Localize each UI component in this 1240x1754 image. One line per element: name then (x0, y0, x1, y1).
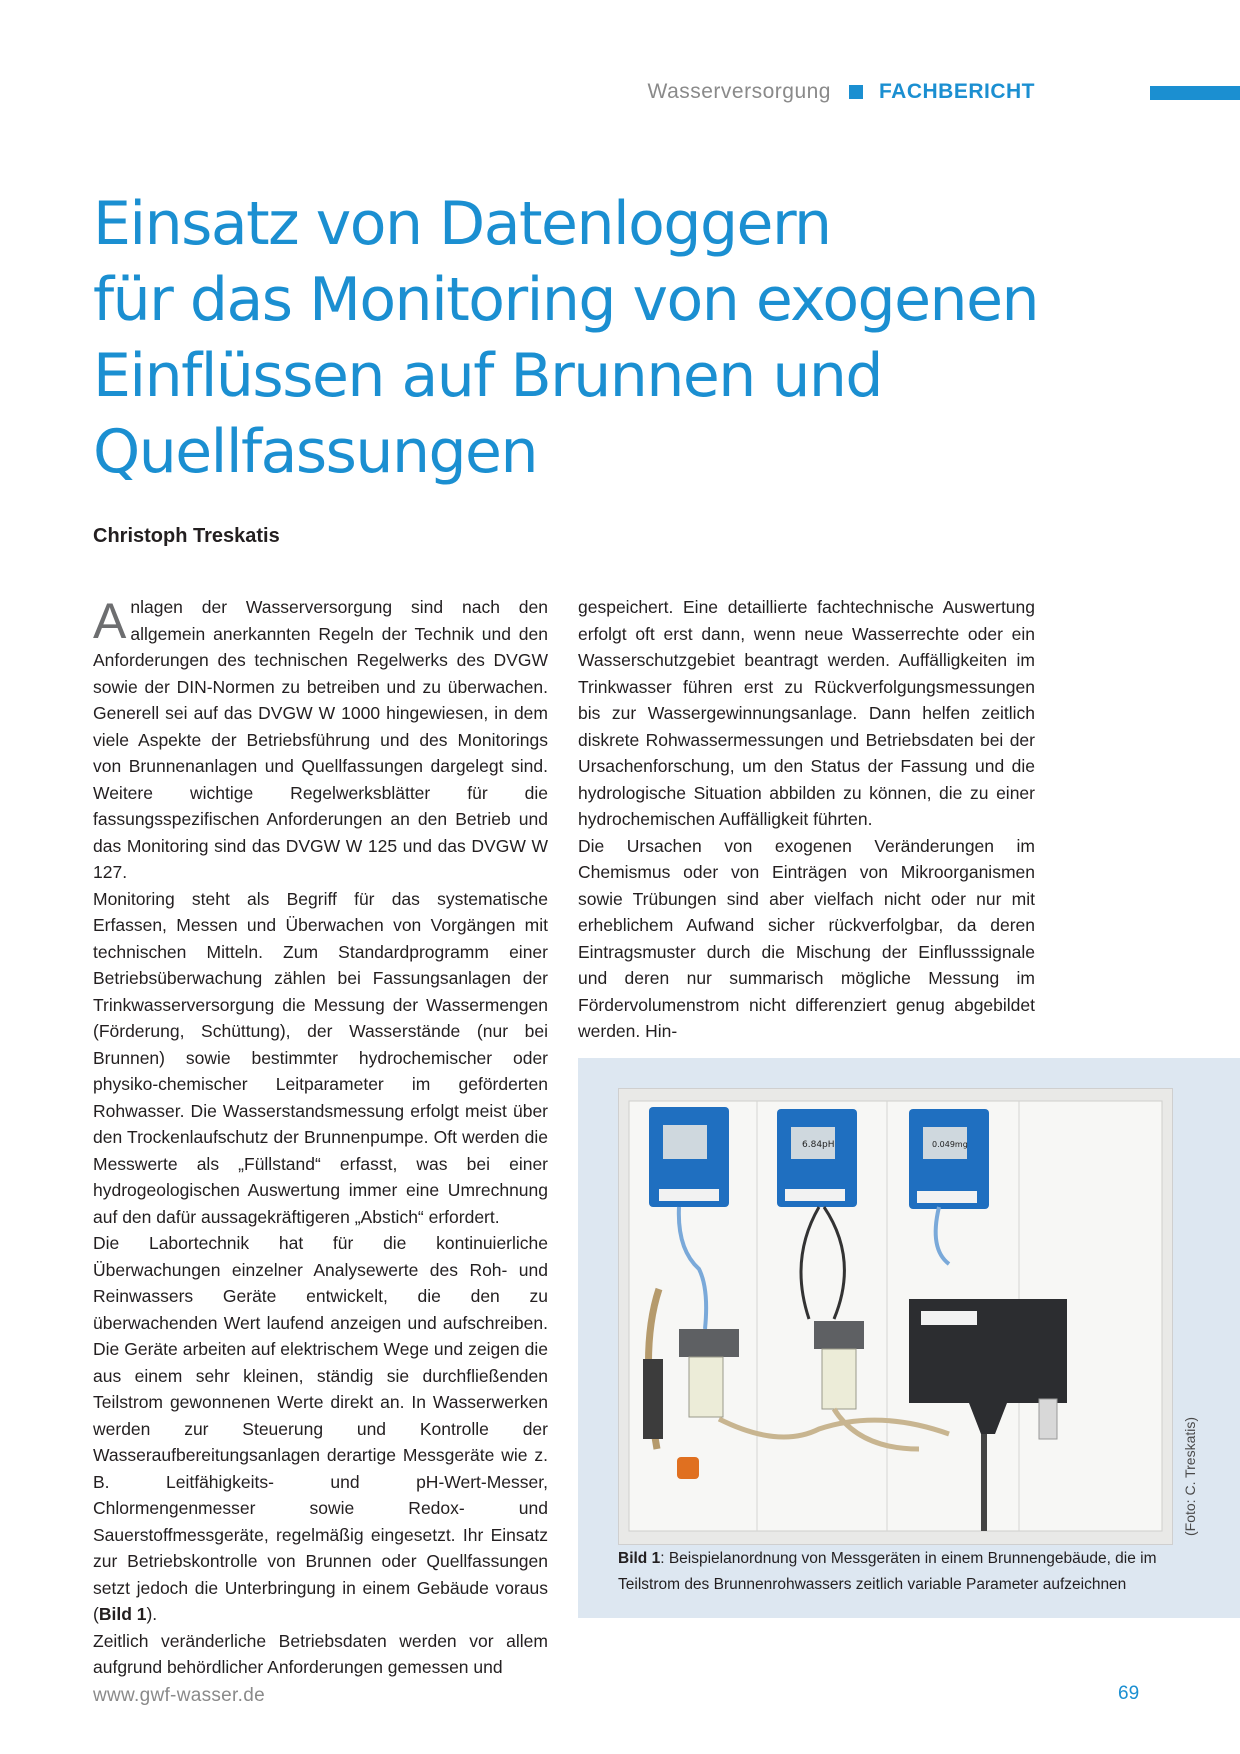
article-title (93, 186, 1093, 490)
photo-credit: (Foto: C. Treskatis) (1182, 1416, 1198, 1536)
title-line: für das Monitoring von exogenen (93, 265, 1039, 335)
figure-box (578, 1058, 1240, 1618)
footer-url: www.gwf-wasser.de (93, 1685, 265, 1706)
paragraph: Zeitlich veränderliche Betriebsdaten werden vor allem aufgrund behördlicher Anforderungen gemessen und (93, 1630, 548, 1677)
device-display-value: 0.049mg (932, 1140, 968, 1149)
running-header (648, 80, 1035, 104)
text-column-left (93, 594, 548, 1681)
paragraph: gespeichert. Eine detaillierte fachtechnische Auswertung erfolgt oft erst dann, wenn neue Wasserrechte oder ein Wasserschutzgebiet beantragt werden. Auffälligkeiten im Trinkwasser führen erst zu Rückverfolgungsmessungen bis zur Wassergewinnungsanlage. Dann helfen zeitlich diskrete Rohwassermessungen und Betriebsdaten bei der Ursachenforschung, um den Status der Fassung und die hydrologische Situation abbilden zu können, die zu einer hydrochemischen Auffälligkeit führten. (578, 597, 1035, 829)
paragraph: Die Ursachen von exogenen Veränderungen im Chemismus oder von Einträgen von Mikroorganismen sowie Trübungen sind aber vielfach nicht oder nur mit erheblichem Aufwand sicher rückverfolgbar, da deren Eintragsmuster durch die Mischung der Einflusssignale und deren nur summarisch mögliche Messung im Fördervolumenstrom nicht differenziert genug abgebildet werden. Hin- (578, 835, 1035, 1041)
title-line: Einflüssen auf Brunnen und (93, 341, 883, 411)
text-column-right (578, 594, 1035, 1045)
figure-caption: Bild 1: Beispielanordnung von Messgeräten in einem Brunnengebäude, die im Teilstrom des Brunnenrohwassers zeitlich variable Parameter aufzeichnen (618, 1550, 1157, 1593)
device-display-value: 6.84pH (802, 1140, 835, 1150)
title-line: Quellfassungen (93, 417, 537, 487)
header-square-marker (849, 85, 863, 99)
paragraph: Monitoring steht als Begriff für das systematische Erfassen, Messen und Überwachen von Vorgängen mit technischen Mitteln. Zum Standardprogramm einer Betriebsüberwachung zählen bei Fassungsanlagen der Trinkwasserversorgung die Messung der Wassermengen (Förderung, Schüttung), der Wasserstände (nur bei Brunnen) sowie bestimmter hydrochemischer oder physiko-chemischer Leitparameter im geförderten Rohwasser. Die Wasserstandsmessung erfolgt meist über den Trockenlaufschutz der Brunnenpumpe. Oft werden die Messwerte als „Füllstand“ erfasst, was bei einer hydrogeologischen Auswertung immer eine Umrechnung auf den dafür aussagekräftigeren „Abstich“ erfordert. (93, 888, 548, 1227)
author-name: Christoph Treskatis (93, 525, 280, 547)
page-number: 69 (1118, 1683, 1140, 1704)
header-accent-bar (1150, 86, 1240, 100)
paragraph: Die Labortechnik hat für die kontinuierliche Überwachungen einzelner Analysewerte des Roh- und Reinwassers Geräte entwickelt, die den zu überwachenden Wert laufend anzeigen und aufschreiben. Die Geräte arbeiten auf elektrischem Wege und zeigen die aus einem sehr kleinen, ständig sie durchfließenden Teilstrom gewonnenen Werte direkt an. In Wasserwerken werden zur Steuerung und Kontrolle der Wasseraufbereitungsanlagen derartige Messgeräte wie z. B. Leitfähigkeits- und pH-Wert-Messer, Chlormengenmesser sowie Redox- und Sauerstoffmessgeräte, regelmäßig eingesetzt. Ihr Einsatz zur Betriebskontrolle von Brunnen oder Quellfassungen setzt jedoch die Unterbringung in einem Gebäude voraus (Bild 1). (93, 1233, 548, 1624)
drop-cap: A (93, 593, 127, 649)
article-type-label: FACHBERICHT (879, 80, 1035, 103)
measurement-panel-illustration (619, 1089, 1172, 1544)
paragraph: Anlagen der Wasserversorgung sind nach den allgemein anerkannten Regeln der Technik und den Anforderungen des technischen Regelwerks des DVGW sowie der DIN-Normen zu betreiben und zu überwachen. Generell sei auf das DVGW W 1000 hingewiesen, in dem viele Aspekte der Betriebsführung und des Monitorings von Brunnenanlagen und Quellfassungen dargelegt sind. Weitere wichtige Regelwerksblätter für die fassungsspezifischen Anforderungen an den Betrieb und das Monitoring sind das DVGW W 125 und das DVGW W 127. (93, 593, 548, 882)
figure-photo (618, 1088, 1173, 1545)
title-line: Einsatz von Datenloggern (93, 189, 831, 259)
section-label: Wasserversorgung (647, 80, 831, 103)
figure-reference: Bild 1 (98, 1604, 147, 1624)
caption-label: Bild 1 (618, 1550, 661, 1567)
